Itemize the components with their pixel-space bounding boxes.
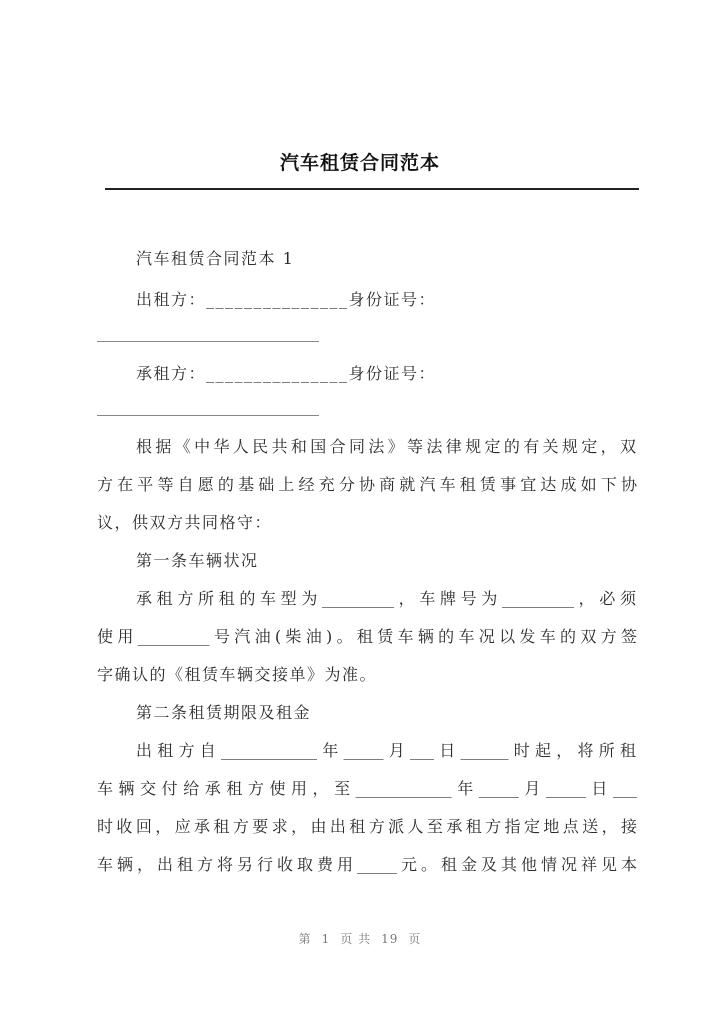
page-footer [0, 930, 720, 947]
paragraph-line: 时收回，应承租方要求，由出租方派人至承租方指定地点送，接 [97, 817, 637, 836]
paragraph-line: 方在平等自愿的基础上经充分协商就汽车租赁事宜达成如下协 [97, 475, 637, 494]
lessee-id-blank [97, 415, 319, 416]
section-heading: 第一条车辆状况 [136, 551, 259, 570]
footer-middle: 页 共 [340, 932, 372, 946]
title-divider [105, 188, 639, 190]
lessor-id-blank [97, 341, 319, 342]
paragraph-line: 出租方自____________年_____月___日______时起，将所租 [136, 741, 636, 760]
paragraph-line: 承租方所租的车型为_________，车牌号为_________，必须 [136, 589, 636, 608]
lessee-line: 承租方：_______________身份证号： [136, 364, 437, 383]
page-title: 汽车租赁合同范本 [279, 152, 440, 174]
contract-heading: 汽车租赁合同范本 1 [136, 249, 295, 268]
footer-prefix: 第 [298, 932, 312, 946]
paragraph-line: 使用_________号汽油(柴油)。租赁车辆的车况以发车的双方签 [97, 627, 637, 646]
paragraph-line: 议，供双方共同格守： [97, 513, 273, 532]
section-heading: 第二条租赁期限及租金 [136, 703, 312, 722]
paragraph-line: 车辆，出租方将另行收取费用_____元。租金及其他情况祥见本 [97, 855, 637, 874]
lessor-line: 出租方：_______________身份证号： [136, 290, 437, 309]
total-pages: 19 [381, 932, 399, 946]
footer-suffix: 页 [408, 932, 422, 946]
paragraph-line: 车辆交付给承租方使用，至____________年_____月_____日___ [97, 779, 637, 798]
paragraph-line: 根据《中华人民共和国合同法》等法律规定的有关规定，双 [136, 437, 636, 456]
page-number: 1 [321, 932, 331, 946]
paragraph-line: 字确认的《租赁车辆交接单》为准。 [97, 665, 378, 684]
